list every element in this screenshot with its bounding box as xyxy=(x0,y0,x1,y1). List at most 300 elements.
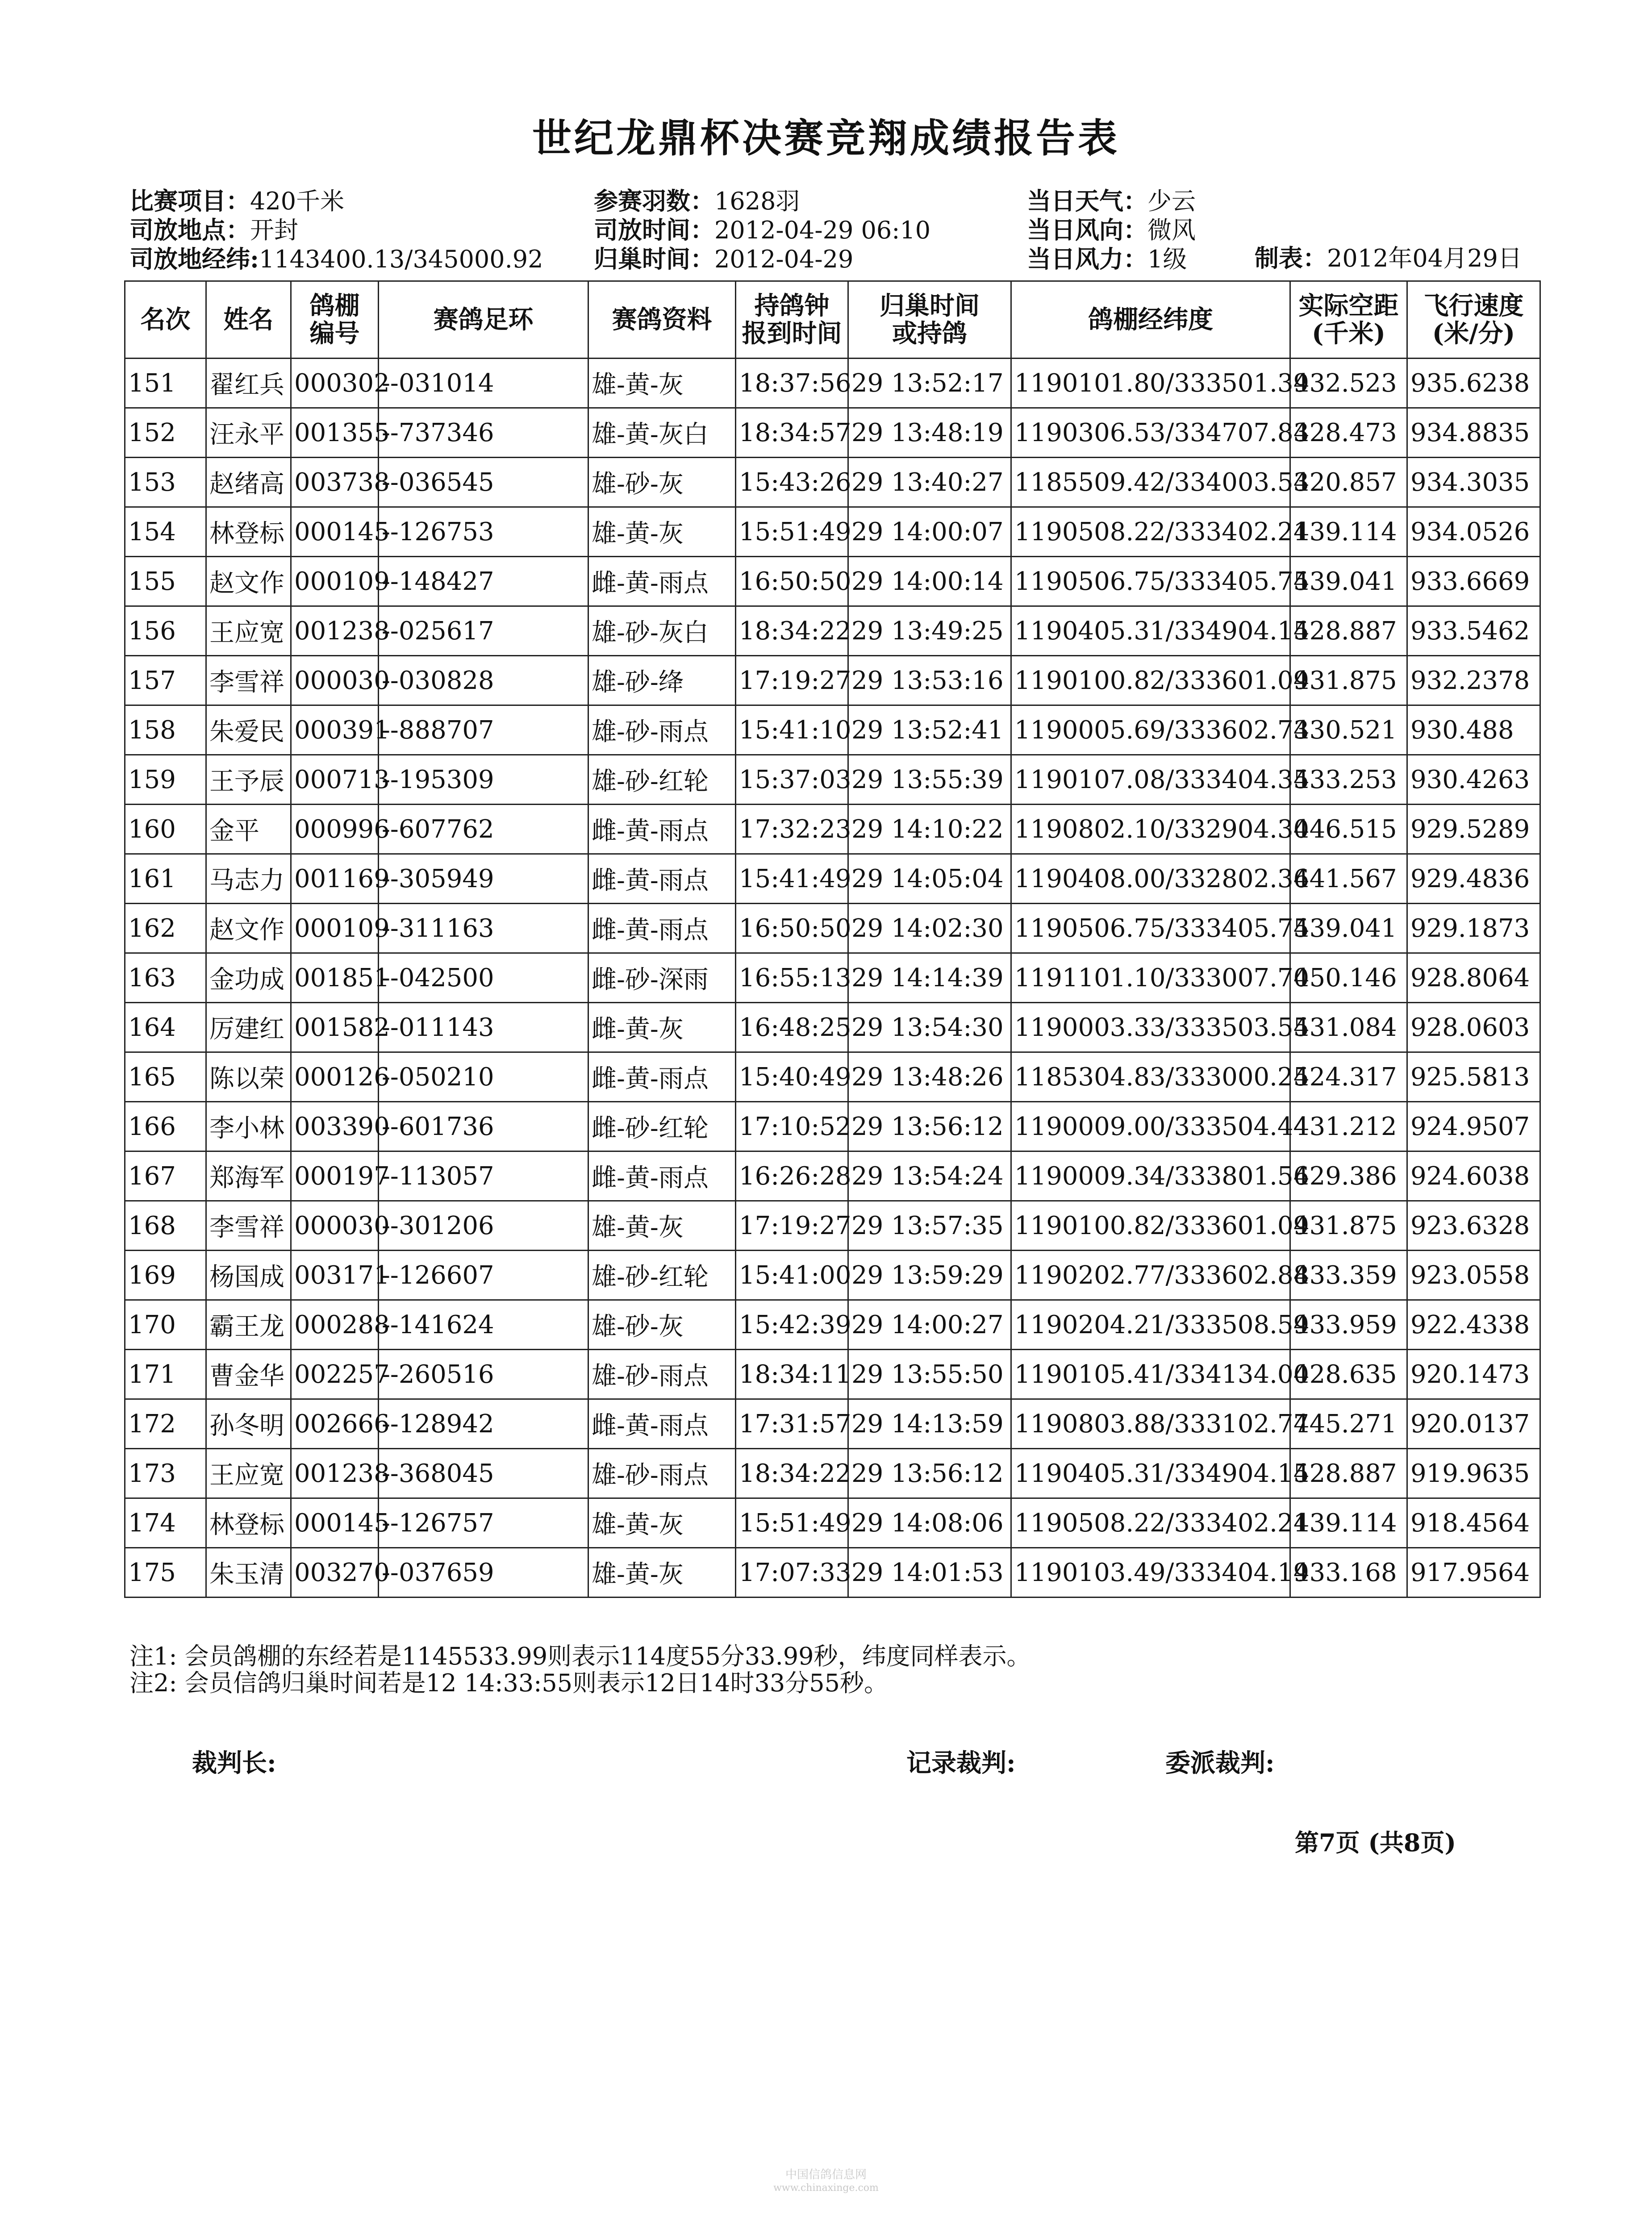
cell-speed: 930.4263 xyxy=(1407,755,1540,805)
cell-rank: 159 xyxy=(125,755,206,805)
table-row xyxy=(125,507,1540,557)
table-row xyxy=(125,705,1540,755)
col-header-pigeon-info: 赛鸽资料 xyxy=(588,281,736,359)
meta-row-wind-force xyxy=(1027,245,1196,274)
cell-ring: --368045 xyxy=(379,1449,588,1498)
cell-rank: 172 xyxy=(125,1399,206,1449)
cell-arrival-time: 29 14:01:53 xyxy=(848,1548,1011,1598)
cell-pigeon-info: 雌-黄-雨点 xyxy=(588,1399,736,1449)
cell-arrival-time: 29 13:53:16 xyxy=(848,656,1011,705)
cell-rank: 164 xyxy=(125,1003,206,1052)
cell-pigeon-info: 雌-黄-雨点 xyxy=(588,557,736,606)
cell-arrival-time: 29 13:40:27 xyxy=(848,458,1011,507)
cell-pigeon-info: 雌-砂-红轮 xyxy=(588,1102,736,1151)
table-row xyxy=(125,458,1540,507)
meta-row-release-time xyxy=(594,216,930,245)
meta-value: 2012-04-29 xyxy=(714,245,854,273)
cell-name: 李雪祥 xyxy=(206,1201,291,1251)
cell-clock-time: 16:55:13 xyxy=(736,953,848,1003)
cell-name: 厉建红 xyxy=(206,1003,291,1052)
signature-record-referee: 记录裁判: xyxy=(906,1748,1016,1778)
cell-loft-coords: 1185304.83/333000.25 xyxy=(1011,1052,1290,1102)
table-row xyxy=(125,1102,1540,1151)
cell-distance: 430.521 xyxy=(1290,705,1407,755)
cell-pigeon-info: 雄-黄-灰 xyxy=(588,359,736,408)
cell-rank: 152 xyxy=(125,408,206,458)
meta-value: 2012年04月29日 xyxy=(1327,244,1522,272)
col-header-name: 姓名 xyxy=(206,281,291,359)
watermark-line-2: www.chinaxinge.com xyxy=(773,2182,879,2194)
cell-clock-time: 17:19:27 xyxy=(736,656,848,705)
meta-column-2 xyxy=(594,187,930,274)
cell-pigeon-info: 雄-黄-灰白 xyxy=(588,408,736,458)
table-row xyxy=(125,1449,1540,1498)
cell-name: 霸王龙 xyxy=(206,1300,291,1350)
cell-arrival-time: 29 13:59:29 xyxy=(848,1251,1011,1300)
cell-loft-id: 000030 xyxy=(291,1201,379,1251)
cell-loft-coords: 1190306.53/334707.83 xyxy=(1011,408,1290,458)
cell-name: 汪永平 xyxy=(206,408,291,458)
cell-ring: --031014 xyxy=(379,359,588,408)
cell-name: 王应宽 xyxy=(206,606,291,656)
table-row xyxy=(125,1399,1540,1449)
meta-value: 2012-04-29 06:10 xyxy=(714,216,931,244)
cell-speed: 930.488 xyxy=(1407,705,1540,755)
cell-clock-time: 17:10:52 xyxy=(736,1102,848,1151)
cell-speed: 929.4836 xyxy=(1407,854,1540,904)
cell-speed: 929.1873 xyxy=(1407,904,1540,953)
cell-loft-coords: 1190803.88/333102.77 xyxy=(1011,1399,1290,1449)
cell-ring: --301206 xyxy=(379,1201,588,1251)
cell-name: 曹金华 xyxy=(206,1350,291,1399)
cell-loft-id: 003390 xyxy=(291,1102,379,1151)
cell-speed: 932.2378 xyxy=(1407,656,1540,705)
table-row xyxy=(125,1498,1540,1548)
cell-clock-time: 16:48:25 xyxy=(736,1003,848,1052)
cell-ring: --195309 xyxy=(379,755,588,805)
cell-name: 李雪祥 xyxy=(206,656,291,705)
cell-loft-coords: 1190405.31/334904.15 xyxy=(1011,606,1290,656)
cell-speed: 934.0526 xyxy=(1407,507,1540,557)
cell-speed: 917.9564 xyxy=(1407,1548,1540,1598)
cell-clock-time: 15:43:26 xyxy=(736,458,848,507)
meta-row-release-coords xyxy=(129,245,543,274)
cell-ring: --037659 xyxy=(379,1548,588,1598)
meta-value: 1143400.13/345000.92 xyxy=(259,245,543,273)
table-row xyxy=(125,359,1540,408)
cell-clock-time: 15:37:03 xyxy=(736,755,848,805)
cell-arrival-time: 29 14:02:30 xyxy=(848,904,1011,953)
cell-distance: 432.523 xyxy=(1290,359,1407,408)
cell-arrival-time: 29 14:10:22 xyxy=(848,805,1011,854)
cell-ring: --888707 xyxy=(379,705,588,755)
cell-rank: 167 xyxy=(125,1151,206,1201)
cell-loft-id: 001355 xyxy=(291,408,379,458)
cell-distance: 431.875 xyxy=(1290,656,1407,705)
meta-label: 比赛项目： xyxy=(129,187,250,215)
cell-pigeon-info: 雄-黄-灰 xyxy=(588,1201,736,1251)
cell-speed: 933.5462 xyxy=(1407,606,1540,656)
cell-loft-coords: 1190101.80/333501.39 xyxy=(1011,359,1290,408)
cell-pigeon-info: 雌-砂-深雨 xyxy=(588,953,736,1003)
cell-pigeon-info: 雌-黄-雨点 xyxy=(588,904,736,953)
cell-speed: 935.6238 xyxy=(1407,359,1540,408)
cell-pigeon-info: 雄-砂-雨点 xyxy=(588,1350,736,1399)
cell-arrival-time: 29 14:13:59 xyxy=(848,1399,1011,1449)
cell-loft-id: 003171 xyxy=(291,1251,379,1300)
cell-pigeon-info: 雄-黄-灰 xyxy=(588,1498,736,1548)
cell-clock-time: 16:50:50 xyxy=(736,557,848,606)
meta-value: 开封 xyxy=(250,216,298,244)
cell-pigeon-info: 雄-砂-灰 xyxy=(588,1300,736,1350)
cell-arrival-time: 29 13:54:30 xyxy=(848,1003,1011,1052)
cell-distance: 433.359 xyxy=(1290,1251,1407,1300)
table-body xyxy=(125,359,1540,1598)
col-header-arrival-time: 归巢时间 或持鸽 xyxy=(848,281,1011,359)
cell-distance: 446.515 xyxy=(1290,805,1407,854)
cell-distance: 433.959 xyxy=(1290,1300,1407,1350)
cell-loft-coords: 1190009.00/333504.44 xyxy=(1011,1102,1290,1151)
cell-loft-id: 000713 xyxy=(291,755,379,805)
cell-loft-coords: 1185509.42/334003.53 xyxy=(1011,458,1290,507)
cell-loft-id: 000302 xyxy=(291,359,379,408)
cell-distance: 424.317 xyxy=(1290,1052,1407,1102)
cell-distance: 439.041 xyxy=(1290,904,1407,953)
cell-loft-coords: 1190204.21/333508.59 xyxy=(1011,1300,1290,1350)
col-header-speed: 飞行速度 (米/分) xyxy=(1407,281,1540,359)
cell-ring: --148427 xyxy=(379,557,588,606)
cell-loft-id: 000126 xyxy=(291,1052,379,1102)
cell-loft-id: 001238 xyxy=(291,1449,379,1498)
page-number: 第7页 (共8页) xyxy=(1295,1828,1456,1857)
cell-speed: 923.0558 xyxy=(1407,1251,1540,1300)
cell-name: 马志力 xyxy=(206,854,291,904)
cell-rank: 158 xyxy=(125,705,206,755)
cell-arrival-time: 29 13:52:41 xyxy=(848,705,1011,755)
meta-label: 当日风向： xyxy=(1027,216,1147,244)
cell-name: 陈以荣 xyxy=(206,1052,291,1102)
cell-loft-coords: 1190103.49/333404.19 xyxy=(1011,1548,1290,1598)
cell-loft-coords: 1190009.34/333801.56 xyxy=(1011,1151,1290,1201)
cell-ring: --607762 xyxy=(379,805,588,854)
cell-loft-coords: 1190802.10/332904.30 xyxy=(1011,805,1290,854)
cell-loft-coords: 1190100.82/333601.09 xyxy=(1011,1201,1290,1251)
col-header-distance: 实际空距 (千米) xyxy=(1290,281,1407,359)
cell-ring: --311163 xyxy=(379,904,588,953)
cell-ring: --025617 xyxy=(379,606,588,656)
cell-pigeon-info: 雄-砂-绛 xyxy=(588,656,736,705)
cell-clock-time: 17:19:27 xyxy=(736,1201,848,1251)
cell-ring: --260516 xyxy=(379,1350,588,1399)
cell-distance: 420.857 xyxy=(1290,458,1407,507)
cell-loft-coords: 1190408.00/332802.36 xyxy=(1011,854,1290,904)
cell-loft-coords: 1190202.77/333602.88 xyxy=(1011,1251,1290,1300)
meta-column-3 xyxy=(1027,187,1196,274)
table-row xyxy=(125,1201,1540,1251)
cell-ring: --126607 xyxy=(379,1251,588,1300)
cell-ring: --737346 xyxy=(379,408,588,458)
cell-loft-coords: 1190105.41/334134.00 xyxy=(1011,1350,1290,1399)
cell-arrival-time: 29 13:57:35 xyxy=(848,1201,1011,1251)
cell-ring: --126757 xyxy=(379,1498,588,1548)
cell-pigeon-info: 雌-黄-雨点 xyxy=(588,805,736,854)
meta-row-race-item xyxy=(129,187,543,216)
cell-speed: 929.5289 xyxy=(1407,805,1540,854)
meta-value: 1级 xyxy=(1147,245,1187,273)
cell-distance: 428.887 xyxy=(1290,606,1407,656)
cell-loft-coords: 1190003.33/333503.55 xyxy=(1011,1003,1290,1052)
meta-label: 制表： xyxy=(1255,244,1327,272)
cell-clock-time: 15:51:49 xyxy=(736,1498,848,1548)
cell-arrival-time: 29 13:52:17 xyxy=(848,359,1011,408)
cell-loft-coords: 1190506.75/333405.75 xyxy=(1011,904,1290,953)
cell-ring: --601736 xyxy=(379,1102,588,1151)
cell-rank: 173 xyxy=(125,1449,206,1498)
cell-distance: 431.875 xyxy=(1290,1201,1407,1251)
col-header-clock-time: 持鸽钟 报到时间 xyxy=(736,281,848,359)
cell-pigeon-info: 雄-黄-灰 xyxy=(588,1548,736,1598)
cell-pigeon-info: 雄-砂-雨点 xyxy=(588,1449,736,1498)
col-header-ring: 赛鸽足环 xyxy=(379,281,588,359)
cell-arrival-time: 29 13:55:50 xyxy=(848,1350,1011,1399)
cell-speed: 928.8064 xyxy=(1407,953,1540,1003)
cell-speed: 920.0137 xyxy=(1407,1399,1540,1449)
cell-distance: 431.212 xyxy=(1290,1102,1407,1151)
cell-rank: 166 xyxy=(125,1102,206,1151)
cell-name: 赵文作 xyxy=(206,557,291,606)
table-row xyxy=(125,1052,1540,1102)
table-row xyxy=(125,854,1540,904)
cell-speed: 923.6328 xyxy=(1407,1201,1540,1251)
cell-rank: 153 xyxy=(125,458,206,507)
col-header-loft-coords: 鸽棚经纬度 xyxy=(1011,281,1290,359)
meta-label: 当日天气： xyxy=(1027,187,1147,215)
cell-ring: --011143 xyxy=(379,1003,588,1052)
cell-name: 郑海军 xyxy=(206,1151,291,1201)
cell-loft-id: 001851 xyxy=(291,953,379,1003)
cell-loft-id: 001582 xyxy=(291,1003,379,1052)
cell-ring: --141624 xyxy=(379,1300,588,1350)
meta-row-entries xyxy=(594,187,930,216)
cell-name: 金平 xyxy=(206,805,291,854)
cell-clock-time: 17:32:23 xyxy=(736,805,848,854)
cell-loft-id: 000145 xyxy=(291,1498,379,1548)
cell-pigeon-info: 雄-砂-灰白 xyxy=(588,606,736,656)
cell-clock-time: 15:41:00 xyxy=(736,1251,848,1300)
cell-rank: 170 xyxy=(125,1300,206,1350)
cell-arrival-time: 29 14:00:07 xyxy=(848,507,1011,557)
cell-speed: 922.4338 xyxy=(1407,1300,1540,1350)
cell-clock-time: 18:34:57 xyxy=(736,408,848,458)
col-header-rank: 名次 xyxy=(125,281,206,359)
cell-rank: 162 xyxy=(125,904,206,953)
cell-ring: --030828 xyxy=(379,656,588,705)
table-row xyxy=(125,904,1540,953)
cell-name: 杨国成 xyxy=(206,1251,291,1300)
cell-rank: 165 xyxy=(125,1052,206,1102)
cell-distance: 433.253 xyxy=(1290,755,1407,805)
cell-arrival-time: 29 14:14:39 xyxy=(848,953,1011,1003)
cell-ring: --126753 xyxy=(379,507,588,557)
cell-loft-id: 000391 xyxy=(291,705,379,755)
note-2: 注2: 会员信鸽归巢时间若是12 14:33:55则表示12日14时33分55秒。 xyxy=(129,1669,888,1697)
cell-loft-coords: 1190405.31/334904.15 xyxy=(1011,1449,1290,1498)
cell-pigeon-info: 雄-砂-灰 xyxy=(588,458,736,507)
cell-distance: 439.114 xyxy=(1290,507,1407,557)
cell-name: 赵绪高 xyxy=(206,458,291,507)
cell-speed: 934.8835 xyxy=(1407,408,1540,458)
meta-label: 司放地经纬: xyxy=(129,245,259,273)
cell-speed: 920.1473 xyxy=(1407,1350,1540,1399)
cell-arrival-time: 29 13:56:12 xyxy=(848,1449,1011,1498)
cell-clock-time: 18:37:56 xyxy=(736,359,848,408)
cell-arrival-time: 29 13:48:19 xyxy=(848,408,1011,458)
cell-name: 王予辰 xyxy=(206,755,291,805)
table-header-row xyxy=(125,281,1540,359)
cell-name: 林登标 xyxy=(206,1498,291,1548)
cell-rank: 175 xyxy=(125,1548,206,1598)
cell-pigeon-info: 雄-砂-雨点 xyxy=(588,705,736,755)
table-row xyxy=(125,805,1540,854)
cell-speed: 925.5813 xyxy=(1407,1052,1540,1102)
table-row xyxy=(125,1003,1540,1052)
cell-distance: 428.473 xyxy=(1290,408,1407,458)
meta-row-weather xyxy=(1027,187,1196,216)
watermark xyxy=(759,2168,893,2194)
table-row xyxy=(125,953,1540,1003)
cell-rank: 154 xyxy=(125,507,206,557)
meta-label: 司放地点： xyxy=(129,216,250,244)
cell-distance: 445.271 xyxy=(1290,1399,1407,1449)
note-1: 注1: 会员鸽棚的东经若是1145533.99则表示114度55分33.99秒，纬度同样表示。 xyxy=(129,1642,1031,1670)
cell-ring: --305949 xyxy=(379,854,588,904)
cell-clock-time: 15:41:49 xyxy=(736,854,848,904)
meta-row-return-time xyxy=(594,245,930,274)
cell-distance: 439.041 xyxy=(1290,557,1407,606)
cell-loft-id: 003270 xyxy=(291,1548,379,1598)
table-row xyxy=(125,1251,1540,1300)
cell-ring: --113057 xyxy=(379,1151,588,1201)
cell-speed: 933.6669 xyxy=(1407,557,1540,606)
cell-distance: 441.567 xyxy=(1290,854,1407,904)
cell-rank: 169 xyxy=(125,1251,206,1300)
cell-distance: 439.114 xyxy=(1290,1498,1407,1548)
meta-value: 少云 xyxy=(1147,187,1196,215)
cell-name: 朱爱民 xyxy=(206,705,291,755)
meta-label: 司放时间： xyxy=(594,216,714,244)
cell-arrival-time: 29 13:48:26 xyxy=(848,1052,1011,1102)
cell-loft-coords: 1191101.10/333007.70 xyxy=(1011,953,1290,1003)
meta-value: 1628羽 xyxy=(714,187,800,215)
cell-arrival-time: 29 13:49:25 xyxy=(848,606,1011,656)
cell-name: 王应宽 xyxy=(206,1449,291,1498)
cell-rank: 151 xyxy=(125,359,206,408)
cell-rank: 155 xyxy=(125,557,206,606)
cell-clock-time: 15:51:49 xyxy=(736,507,848,557)
cell-distance: 433.168 xyxy=(1290,1548,1407,1598)
cell-clock-time: 18:34:22 xyxy=(736,1449,848,1498)
cell-arrival-time: 29 14:08:06 xyxy=(848,1498,1011,1548)
meta-column-1 xyxy=(129,187,543,274)
cell-loft-id: 000288 xyxy=(291,1300,379,1350)
table-row xyxy=(125,1548,1540,1598)
table-row xyxy=(125,1350,1540,1399)
cell-rank: 174 xyxy=(125,1498,206,1548)
cell-clock-time: 16:26:28 xyxy=(736,1151,848,1201)
cell-pigeon-info: 雌-黄-雨点 xyxy=(588,854,736,904)
meta-label: 参赛羽数： xyxy=(594,187,714,215)
table-row xyxy=(125,1151,1540,1201)
cell-speed: 924.6038 xyxy=(1407,1151,1540,1201)
cell-distance: 429.386 xyxy=(1290,1151,1407,1201)
cell-arrival-time: 29 13:55:39 xyxy=(848,755,1011,805)
cell-ring: --042500 xyxy=(379,953,588,1003)
table-row xyxy=(125,656,1540,705)
cell-speed: 928.0603 xyxy=(1407,1003,1540,1052)
cell-pigeon-info: 雌-黄-雨点 xyxy=(588,1052,736,1102)
cell-clock-time: 17:31:57 xyxy=(736,1399,848,1449)
cell-name: 林登标 xyxy=(206,507,291,557)
cell-rank: 168 xyxy=(125,1201,206,1251)
cell-arrival-time: 29 14:00:14 xyxy=(848,557,1011,606)
cell-distance: 450.146 xyxy=(1290,953,1407,1003)
cell-pigeon-info: 雄-黄-灰 xyxy=(588,507,736,557)
cell-distance: 431.084 xyxy=(1290,1003,1407,1052)
cell-loft-coords: 1190508.22/333402.21 xyxy=(1011,1498,1290,1548)
table-row xyxy=(125,1300,1540,1350)
meta-row-release-place xyxy=(129,216,543,245)
cell-loft-id: 001238 xyxy=(291,606,379,656)
cell-loft-coords: 1190508.22/333402.21 xyxy=(1011,507,1290,557)
cell-loft-id: 003738 xyxy=(291,458,379,507)
cell-loft-id: 002666 xyxy=(291,1399,379,1449)
table-row xyxy=(125,408,1540,458)
cell-arrival-time: 29 14:00:27 xyxy=(848,1300,1011,1350)
cell-loft-coords: 1190506.75/333405.75 xyxy=(1011,557,1290,606)
cell-pigeon-info: 雄-砂-红轮 xyxy=(588,755,736,805)
cell-rank: 157 xyxy=(125,656,206,705)
meta-value: 微风 xyxy=(1147,216,1196,244)
cell-loft-id: 000197 xyxy=(291,1151,379,1201)
cell-clock-time: 15:41:10 xyxy=(736,705,848,755)
col-header-loft-id: 鸽棚 编号 xyxy=(291,281,379,359)
table-row xyxy=(125,755,1540,805)
meta-value: 420千米 xyxy=(250,187,345,215)
cell-speed: 918.4564 xyxy=(1407,1498,1540,1548)
cell-clock-time: 16:50:50 xyxy=(736,904,848,953)
cell-ring: --050210 xyxy=(379,1052,588,1102)
cell-arrival-time: 29 13:54:24 xyxy=(848,1151,1011,1201)
cell-clock-time: 18:34:22 xyxy=(736,606,848,656)
cell-speed: 919.9635 xyxy=(1407,1449,1540,1498)
made-date xyxy=(1255,244,1522,273)
cell-speed: 924.9507 xyxy=(1407,1102,1540,1151)
cell-loft-id: 000109 xyxy=(291,904,379,953)
cell-ring: --036545 xyxy=(379,458,588,507)
cell-rank: 160 xyxy=(125,805,206,854)
cell-loft-id: 000030 xyxy=(291,656,379,705)
cell-loft-id: 001169 xyxy=(291,854,379,904)
cell-distance: 428.887 xyxy=(1290,1449,1407,1498)
cell-loft-id: 000109 xyxy=(291,557,379,606)
cell-name: 金功成 xyxy=(206,953,291,1003)
cell-loft-coords: 1190100.82/333601.09 xyxy=(1011,656,1290,705)
cell-pigeon-info: 雌-黄-雨点 xyxy=(588,1151,736,1201)
cell-arrival-time: 29 14:05:04 xyxy=(848,854,1011,904)
meta-label: 当日风力： xyxy=(1027,245,1147,273)
cell-clock-time: 15:40:49 xyxy=(736,1052,848,1102)
cell-loft-id: 002257 xyxy=(291,1350,379,1399)
